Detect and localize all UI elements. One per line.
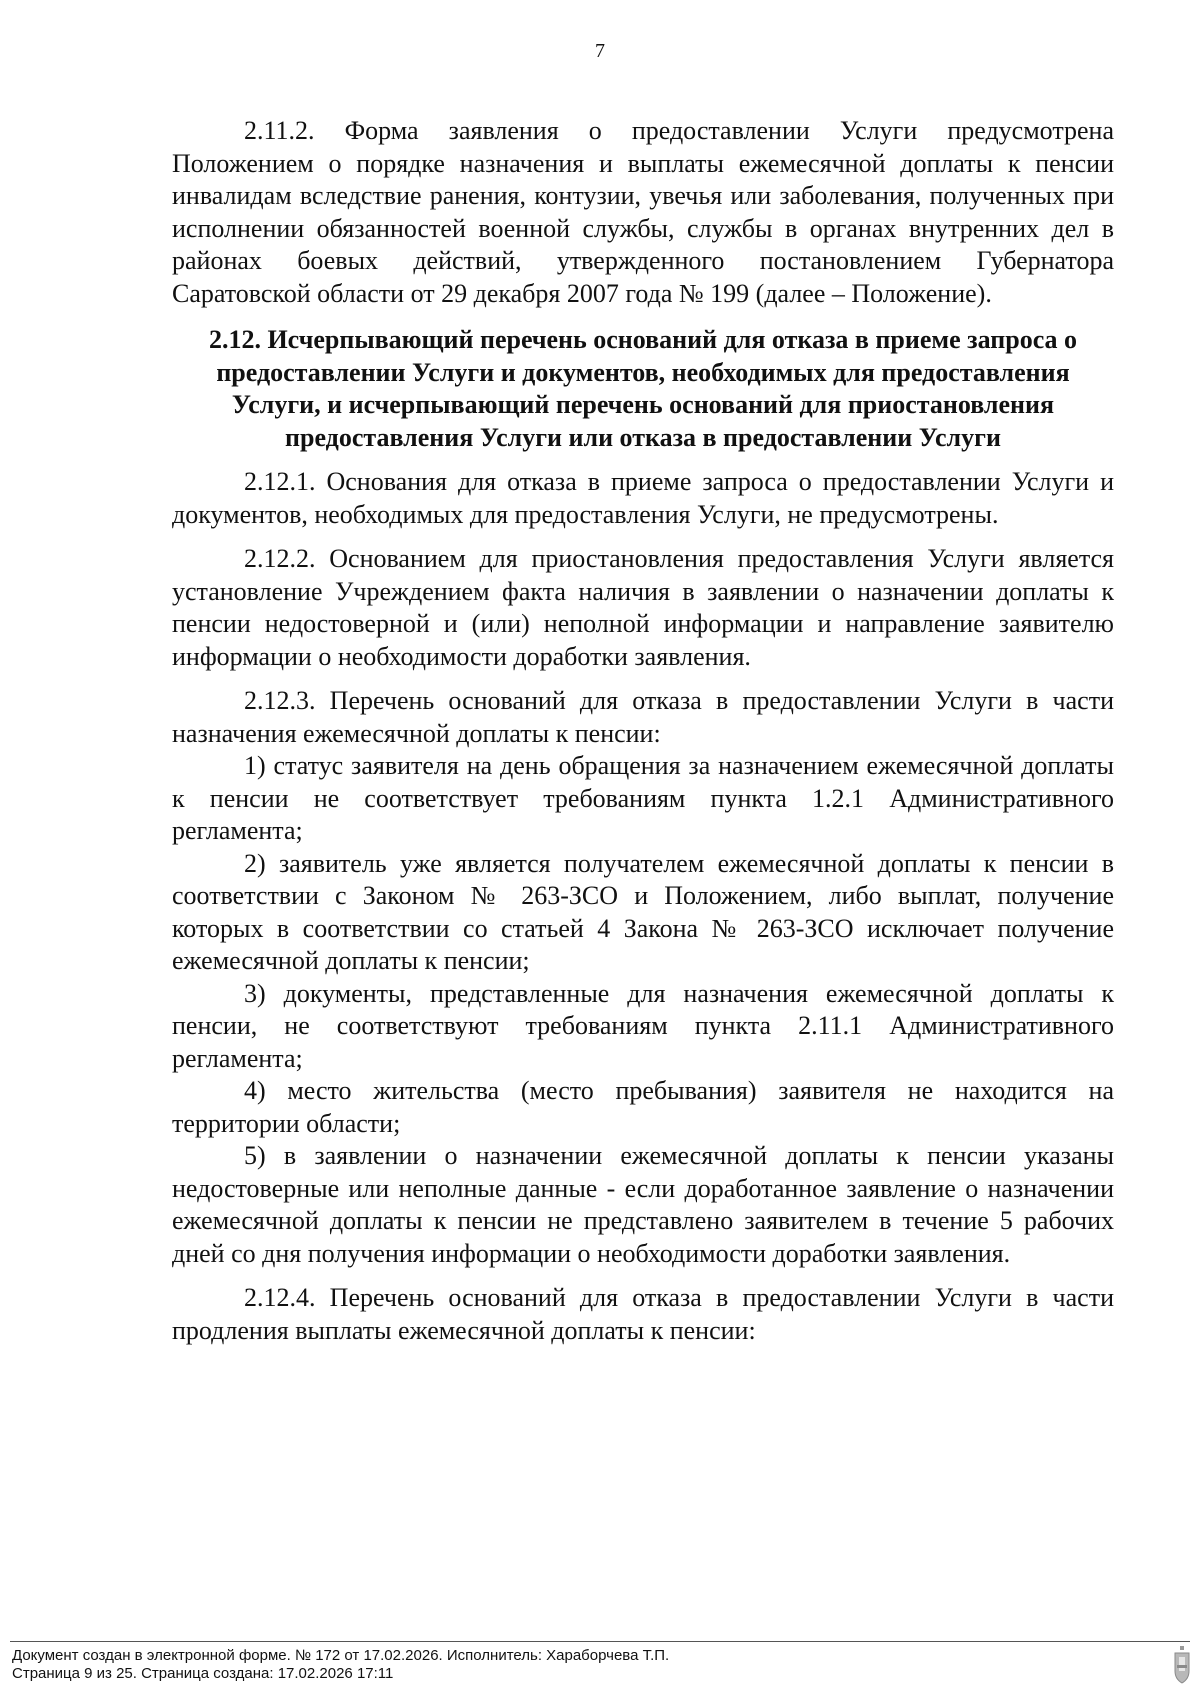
footer-line-document-info: Документ создан в электронной форме. № 172 от 17.02.2026. Исполнитель: Хараборчева Т.П.	[12, 1647, 670, 1664]
list-item-4: 4) место жительства (место пребывания) заявителя не находится на территории области;	[172, 1076, 1114, 1138]
list-item-1: 1) статус заявителя на день обращения за назначением ежемесячной доплаты к пенсии не соответствует требованиям пункта 1.2.1 Административного регламента;	[172, 751, 1114, 845]
list-item-2: 2) заявитель уже является получателем ежемесячной доплаты к пенсии в соответствии с Законом № 263-ЗСО и Положением, либо выплат, получение которых в соответствии со статьей 4 Закона № 263-ЗСО исключает получение ежемесячной доплаты к пенсии;	[172, 848, 1114, 975]
list-item-3: 3) документы, представленные для назначения ежемесячной доплаты к пенсии, не соответствуют требованиям пункта 2.11.1 Административного регламента;	[172, 978, 1114, 1073]
paragraph-2-11-2: 2.11.2. Форма заявления о предоставлении Услуги предусмотрена Положением о порядке назначения и выплаты ежемесячной доплаты к пенсии инвалидам вследствие ранения, контузии, увечья или заболевания, полученных при исполнении обязанностей военной службы, службы в органах внутренних дел в районах боевых действий, утвержденного постановлением Губернатора Саратовской области от 29 декабря 2007 года № 199 (далее – Положение).	[172, 116, 1114, 308]
footer-stamp	[12, 1647, 669, 1683]
paragraph-2-12-1: 2.12.1. Основания для отказа в приеме запроса о предоставлении Услуги и документов, необходимых для предоставления Услуги, не предусмотрены.	[172, 467, 1114, 529]
paragraph-2-12-2: 2.12.2. Основанием для приостановления предоставления Услуги является установление Учреждением факта наличия в заявлении о назначении доплаты к пенсии недостоверной и (или) неполной информации и направление заявителю информации о необходимости доработки заявления.	[172, 544, 1114, 671]
page-number: 7	[595, 40, 605, 62]
footer-divider	[10, 1641, 1190, 1642]
paragraph-2-12-4: 2.12.4. Перечень оснований для отказа в предоставлении Услуги в части продления выплаты ежемесячной доплаты к пенсии:	[172, 1283, 1114, 1345]
paragraph-2-12-3: 2.12.3. Перечень оснований для отказа в предоставлении Услуги в части назначения ежемесячной доплаты к пенсии:	[172, 686, 1114, 748]
section-heading-2-12: 2.12. Исчерпывающий перечень оснований для отказа в приеме запроса о предоставлении Услуги и документов, необходимых для предоставления Услуги, и исчерпывающий перечень оснований для приостановления предоставления Услуги или отказа в предоставлении Услуги	[208, 325, 1078, 452]
coat-of-arms-icon	[1172, 1645, 1192, 1685]
document-body	[172, 115, 1114, 1347]
list-item-5: 5) в заявлении о назначении ежемесячной доплаты к пенсии указаны недостоверные или неполные данные - если доработанное заявление о назначении ежемесячной доплаты к пенсии не представлено заявителем в течение 5 рабочих дней со дня получения информации о необходимости доработки заявления.	[172, 1141, 1114, 1268]
footer-line-page-info: Страница 9 из 25. Страница создана: 17.02.2026 17:11	[12, 1665, 394, 1682]
